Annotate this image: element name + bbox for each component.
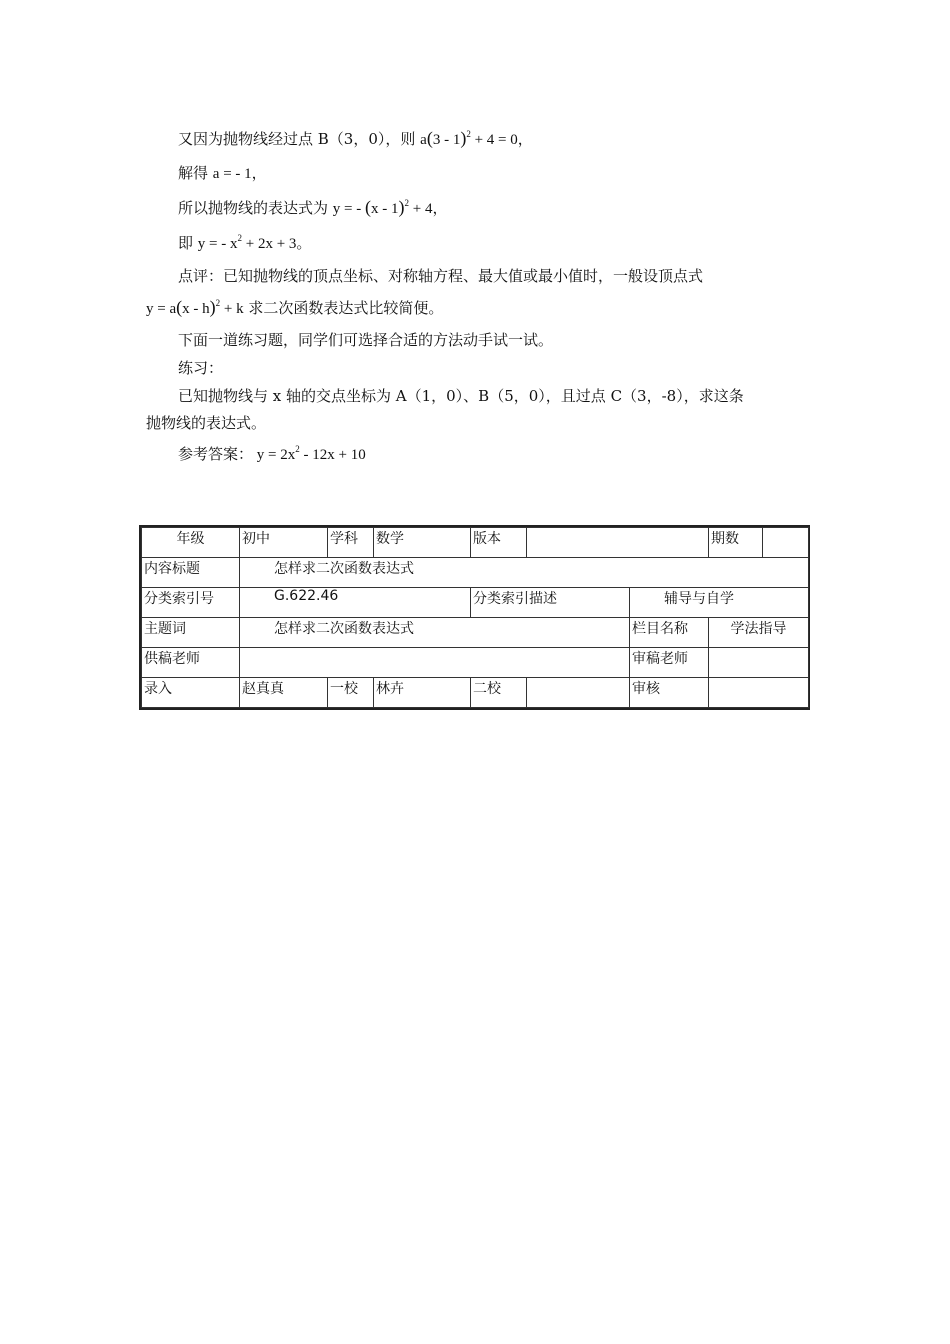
- issue-label: 期数: [709, 528, 763, 558]
- subject-label: 学科: [328, 528, 374, 558]
- edition-value: [527, 528, 709, 558]
- text-line-4: 即 y = - $x^2 + 2x + 3$。: [178, 233, 312, 252]
- keyword-label: 主题词: [142, 618, 240, 648]
- text-line-9: 已知抛物线与 x 轴的交点坐标为 A（1，0）、B（5，0），且过点 C（3，-8），求这条: [178, 387, 744, 405]
- equation: y = - $x^2 + 2x + 3$: [197, 233, 297, 252]
- table-row: [142, 618, 809, 648]
- entry-label: 录入: [142, 678, 240, 708]
- contributor-value: [240, 648, 630, 678]
- equation: a = - 1: [212, 166, 252, 182]
- text-line-3: 所以抛物线的表达式为 y = - (x - 1)$^2$ + 4，: [178, 197, 448, 217]
- keyword-value: 怎样求二次函数表达式: [240, 618, 630, 648]
- class-desc-value: 辅导与自学: [630, 588, 809, 618]
- grade-value: 初中: [240, 528, 328, 558]
- equation: $y = 2x^2 - 12x + 10$: [256, 444, 366, 463]
- text-line-11: 参考答案： $y = 2x^2 - 12x + 10$: [178, 444, 366, 463]
- text: 又因为抛物线经过点 B（3，0），则: [178, 130, 421, 148]
- text-line-2: 解得 a = - 1，: [178, 164, 267, 182]
- school1-value: 林卉: [374, 678, 471, 708]
- audit-value: [709, 678, 809, 708]
- audit-label: 审核: [630, 678, 709, 708]
- title-label: 内容标题: [142, 558, 240, 588]
- issue-value: [763, 528, 809, 558]
- title-value: 怎样求二次函数表达式: [240, 558, 809, 588]
- class-desc-label: 分类索引描述: [471, 588, 630, 618]
- text-line-5: 点评：已知抛物线的顶点坐标、对称轴方程、最大值或最小值时，一般设顶点式: [178, 267, 704, 285]
- column-label: 栏目名称: [630, 618, 709, 648]
- equation: y = - (x - 1)$^2$ + 4: [332, 197, 433, 217]
- text-line-6: y = a(x - h)$^2$ + k 求二次函数表达式比较简便。: [146, 297, 444, 317]
- table-row: [142, 528, 809, 558]
- entry-value: 赵真真: [240, 678, 328, 708]
- school2-label: 二校: [471, 678, 527, 708]
- column-value: 学法指导: [709, 618, 809, 648]
- text-line-10: 抛物线的表达式。: [146, 414, 267, 432]
- metadata-table: [139, 525, 810, 710]
- contributor-label: 供稿老师: [142, 648, 240, 678]
- subject-value: 数学: [374, 528, 471, 558]
- class-index-value: G.622.46: [240, 588, 471, 618]
- text-line-8: 练习：: [178, 359, 224, 377]
- reviewer-label: 审稿老师: [630, 648, 709, 678]
- text-line-7: 下面一道练习题，同学们可选择合适的方法动手试一试。: [178, 331, 554, 349]
- equation: a(3 - 1)$^2$ + 4 = 0: [420, 128, 518, 148]
- school2-value: [527, 678, 630, 708]
- school1-label: 一校: [328, 678, 374, 708]
- grade-label: 年级: [142, 528, 240, 558]
- class-index-label: 分类索引号: [142, 588, 240, 618]
- edition-label: 版本: [471, 528, 527, 558]
- equation: y = a(x - h)$^2$ + k: [146, 297, 244, 317]
- table-row: [142, 648, 809, 678]
- table-row: [142, 558, 809, 588]
- table-row: [142, 678, 809, 708]
- reviewer-value: [709, 648, 809, 678]
- text-line-1: 又因为抛物线经过点 B（3，0），则 a(3 - 1)$^2$ + 4 = 0，: [178, 128, 533, 148]
- table-row: [142, 588, 809, 618]
